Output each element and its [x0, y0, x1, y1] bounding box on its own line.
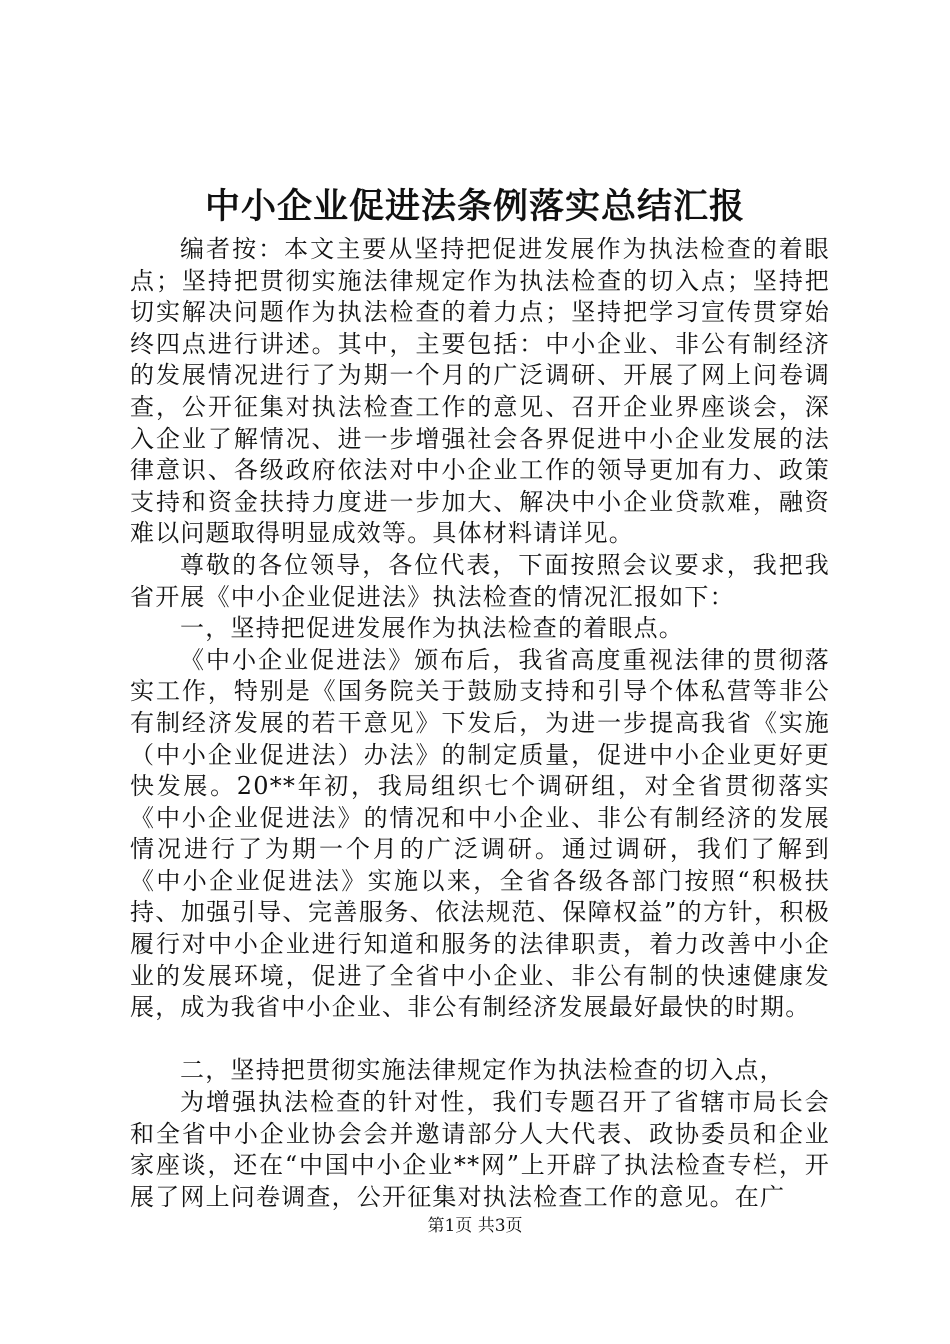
- document-title: 中小企业促进法条例落实总结汇报: [204, 186, 745, 227]
- section-1-paragraph: 《中小企业促进法》颁布后，我省高度重视法律的贯彻落实工作，特别是《国务院关于鼓励支持和引导个体私营等非公有制经济发展的若干意见》下发后，为进一步提高我省《实施（中小企业促进法）办法》的制定质量，促进中小企业更好更快发展。20**年初，我局组织七个调研组，对全省贯彻落实《中小企业促进法》的情况和中小企业、非公有制经济的发展情况进行了为期一个月的广泛调研。通过调研，我们了解到《中小企业促进法》实施以来，全省各级各部门按照“积极扶持、加强引导、完善服务、依法规范、保障权益”的方针，积极履行对中小企业进行知道和服务的法律职责，着力改善中小企业的发展环境，促进了全省中小企业、非公有制的快速健康发展，成为我省中小企业、非公有制经济发展最好最快的时期。: [130, 645, 830, 1022]
- document-body: [130, 234, 830, 1213]
- page-number-footer: 第1页 共3页: [427, 1216, 523, 1236]
- section-heading-2: 二，坚持把贯彻实施法律规定作为执法检查的切入点，: [180, 1056, 785, 1085]
- section-heading-1: 一，坚持把促进发展作为执法检查的着眼点。: [180, 614, 684, 643]
- opening-paragraph: 尊敬的各位领导，各位代表，下面按照会议要求，我把我省开展《中小企业促进法》执法检查的情况汇报如下：: [130, 550, 830, 611]
- section-2-paragraph: 为增强执法检查的针对性，我们专题召开了省辖市局长会和全省中小企业协会会并邀请部分人大代表、政协委员和企业家座谈，还在“中国中小企业**网”上开辟了执法检查专栏，开展了网上问卷调查，公开征集对执法检查工作的意见。在广: [130, 1088, 830, 1211]
- editor-note-paragraph: 编者按：本文主要从坚持把促进发展作为执法检查的着眼点；坚持把贯彻实施法律规定作为执法检查的切入点；坚持把切实解决问题作为执法检查的着力点；坚持把学习宣传贯穿始终四点进行讲述。其中，主要包括：中小企业、非公有制经济的发展情况进行了为期一个月的广泛调研、开展了网上问卷调查，公开征集对执法检查工作的意见、召开企业界座谈会，深入企业了解情况、进一步增强社会各界促进中小企业发展的法律意识、各级政府依法对中小企业工作的领导更加有力、政策支持和资金扶持力度进一步加大、解决中小企业贷款难，融资难以问题取得明显成效等。具体材料请详见。: [130, 235, 830, 548]
